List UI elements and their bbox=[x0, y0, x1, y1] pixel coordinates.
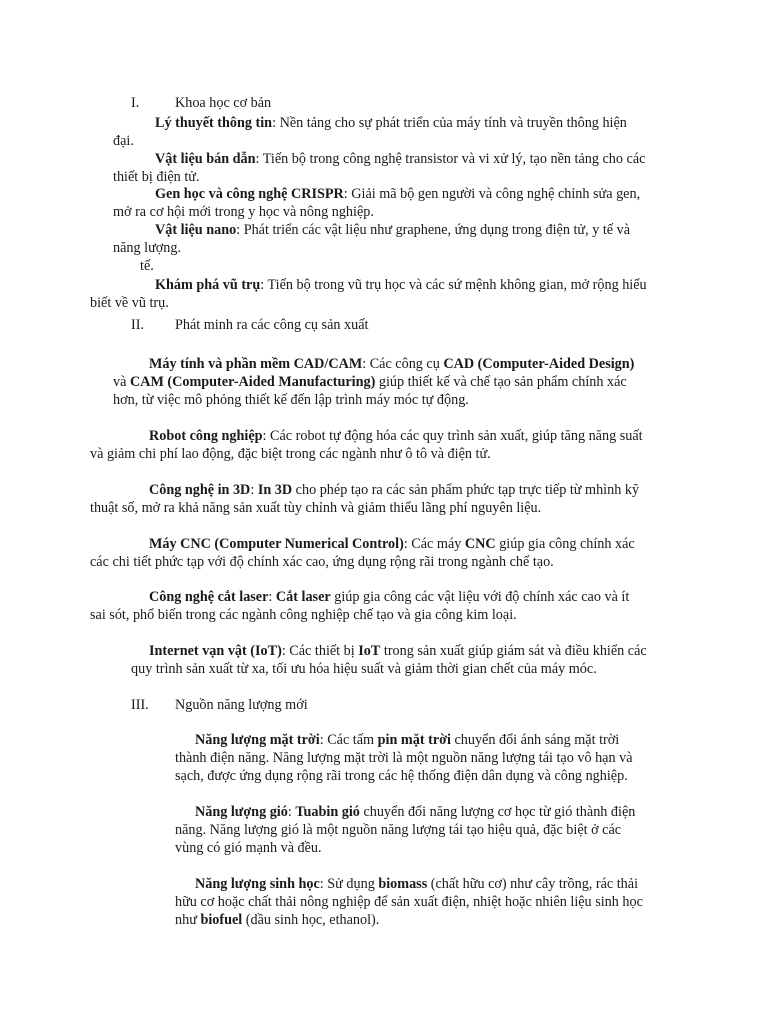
text: : Giải mã bộ gen người và công nghệ chỉnh sửa gen, bbox=[343, 186, 641, 202]
item-bioenergy bbox=[195, 875, 638, 893]
term: Lý thuyết thông tin bbox=[155, 115, 273, 131]
continuation: mở ra cơ hội mới trong y học và nông nghiệp. bbox=[113, 204, 374, 220]
term: Internet vạn vật (IoT) bbox=[149, 643, 282, 659]
item-cnc bbox=[149, 535, 635, 553]
section-3-title: Nguồn năng lượng mới bbox=[175, 697, 308, 713]
text: : Nền tảng cho sự phát triển của máy tính và truyền thông hiện bbox=[272, 115, 627, 131]
term: Gen học và công nghệ CRISPR bbox=[155, 186, 344, 202]
term: biofuel bbox=[200, 912, 243, 928]
section-2-numeral: II. bbox=[131, 317, 144, 333]
item-iot bbox=[149, 642, 647, 660]
item-cad-cam bbox=[149, 355, 634, 373]
text: chuyển đổi ánh sáng mặt trời bbox=[450, 732, 620, 748]
term: Khám phá vũ trụ bbox=[155, 277, 261, 293]
term: Công nghệ in 3D bbox=[149, 482, 251, 498]
term: Năng lượng gió bbox=[195, 804, 288, 820]
term: Năng lượng mặt trời bbox=[195, 732, 320, 748]
continuation bbox=[175, 911, 379, 929]
continuation: quy trình sản xuất từ xa, tối ưu hóa hiệu suất và giảm thời gian chết của máy móc. bbox=[131, 661, 597, 677]
continuation: năng lượng. bbox=[113, 240, 181, 256]
item-3d-printing bbox=[149, 481, 639, 499]
item-industrial-robot bbox=[149, 427, 643, 445]
text: : Các robot tự động hóa các quy trình sản xuất, giúp tăng năng suất bbox=[262, 428, 643, 444]
item-wind-energy bbox=[195, 803, 635, 821]
text: : bbox=[287, 804, 296, 820]
term: Công nghệ cắt laser bbox=[149, 589, 269, 605]
continuation: biết về vũ trụ. bbox=[90, 295, 169, 311]
section-1-numeral: I. bbox=[131, 95, 140, 111]
text: (dầu sinh học, ethanol). bbox=[242, 912, 380, 928]
text: (chất hữu cơ) như cây trồng, rác thải bbox=[427, 876, 639, 892]
continuation: sai sót, phổ biến trong các ngành công nghiệp chế tạo và gia công kim loại. bbox=[90, 607, 517, 623]
term: CAM (Computer-Aided Manufacturing) bbox=[129, 374, 376, 390]
item-semiconductor bbox=[155, 150, 645, 168]
text: giúp gia công các vật liệu với độ chính xác cao và ít bbox=[330, 589, 630, 605]
text: : bbox=[268, 589, 276, 605]
text: : Sử dụng bbox=[319, 876, 379, 892]
continuation: các chi tiết phức tạp với độ chính xác cao, ứng dụng rộng rãi trong ngành chế tạo. bbox=[90, 554, 554, 570]
continuation: và giảm chi phí lao động, đặc biệt trong các ngành như ô tô và điện tử. bbox=[90, 446, 491, 462]
item-information-theory bbox=[155, 114, 627, 132]
text: : Các công cụ bbox=[362, 356, 444, 372]
term: Robot công nghiệp bbox=[149, 428, 263, 444]
continuation: đại. bbox=[113, 133, 134, 149]
continuation: vùng có gió mạnh và đều. bbox=[175, 840, 322, 856]
item-laser-cutting bbox=[149, 588, 629, 606]
text: : bbox=[250, 482, 258, 498]
term: Năng lượng sinh học bbox=[195, 876, 320, 892]
text: và bbox=[113, 374, 130, 390]
section-3-numeral: III. bbox=[131, 697, 149, 713]
section-2-title: Phát minh ra các công cụ sản xuất bbox=[175, 317, 369, 333]
text: : Các máy bbox=[403, 536, 465, 552]
term: IoT bbox=[358, 643, 381, 659]
text: trong sản xuất giúp giám sát và điều khiển các bbox=[380, 643, 647, 659]
text: giúp thiết kế và chế tạo sản phẩm chính xác bbox=[375, 374, 627, 390]
continuation: năng. Năng lượng gió là một nguồn năng lượng tái tạo hiệu quả, đặc biệt ở các bbox=[175, 822, 622, 838]
item-genetics-crispr bbox=[155, 185, 640, 203]
text: : Tiến bộ trong công nghệ transistor và vi xử lý, tạo nền tảng cho các bbox=[255, 151, 646, 167]
text: như bbox=[175, 912, 201, 928]
section-1-title: Khoa học cơ bản bbox=[175, 95, 272, 111]
item-nanomaterials bbox=[155, 221, 630, 239]
text: chuyển đổi năng lượng cơ học từ gió thành điện bbox=[359, 804, 636, 820]
text: : Các thiết bị bbox=[281, 643, 359, 659]
continuation: sạch, được ứng dụng rộng rãi trong các hệ thống điện dân dụng và công nghiệp. bbox=[175, 768, 628, 784]
continuation: hơn, từ việc mô phỏng thiết kế đến lập trình máy móc tự động. bbox=[113, 392, 469, 408]
term: Máy CNC (Computer Numerical Control) bbox=[149, 536, 404, 552]
term: Vật liệu nano bbox=[155, 222, 237, 238]
text: : Phát triển các vật liệu như graphene, ứng dụng trong điện tử, y tế và bbox=[236, 222, 631, 238]
term: Tuabin gió bbox=[295, 804, 360, 820]
term: Cắt laser bbox=[275, 589, 331, 605]
continuation: thành điện năng. Năng lượng mặt trời là một nguồn năng lượng tái tạo vô hạn và bbox=[175, 750, 633, 766]
text: giúp gia công chính xác bbox=[495, 536, 635, 552]
term: CAD (Computer-Aided Design) bbox=[443, 356, 635, 372]
term: Vật liệu bán dẫn bbox=[155, 151, 256, 167]
term: biomass bbox=[378, 876, 428, 892]
text: cho phép tạo ra các sản phẩm phức tạp trực tiếp từ mhình kỹ bbox=[292, 482, 640, 498]
term: pin mặt trời bbox=[377, 732, 451, 748]
continuation: thuật số, mở ra khả năng sản xuất tùy chỉnh và giảm thiểu lãng phí nguyên liệu. bbox=[90, 500, 542, 516]
stray-text: tế. bbox=[140, 258, 154, 274]
term: In 3D bbox=[257, 482, 293, 498]
text: : Các tấm bbox=[319, 732, 378, 748]
item-solar-energy bbox=[195, 731, 619, 749]
term: Máy tính và phần mềm CAD/CAM bbox=[149, 356, 363, 372]
term: CNC bbox=[464, 536, 496, 552]
item-space-exploration bbox=[155, 276, 647, 294]
text: : Tiến bộ trong vũ trụ học và các sứ mệnh không gian, mở rộng hiểu bbox=[260, 277, 647, 293]
continuation: hữu cơ hoặc chất thải nông nghiệp để sản xuất điện, nhiệt hoặc nhiên liệu sinh học bbox=[175, 894, 643, 910]
continuation bbox=[113, 373, 627, 391]
continuation: thiết bị điện tử. bbox=[113, 169, 200, 185]
